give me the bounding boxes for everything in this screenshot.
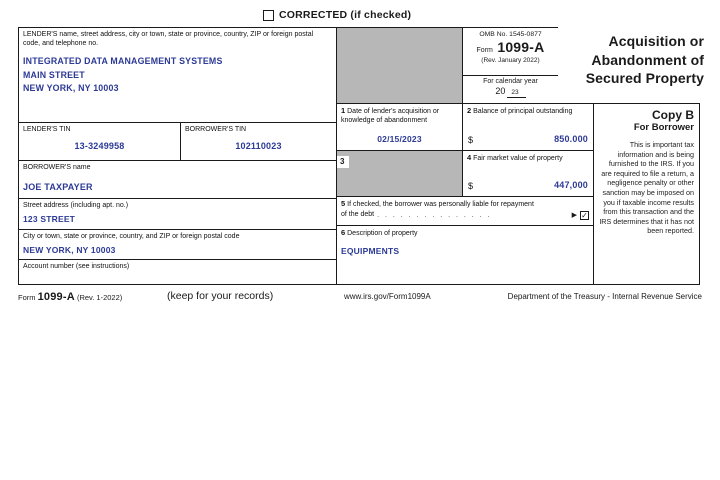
box4-label: [467, 154, 589, 164]
box2-label-text: Balance of principal outstanding: [473, 108, 573, 115]
box2-amount-row: [467, 133, 589, 147]
city-label: City or town, state or province, country, and ZIP or foreign postal code: [23, 233, 240, 240]
box1-label: [341, 107, 458, 125]
box4-label-text: Fair market value of property: [473, 155, 563, 162]
box5-number: 5: [341, 199, 346, 208]
box4-number: 4: [467, 153, 472, 162]
corrected-checkbox[interactable]: [263, 10, 274, 21]
form-grid: [18, 27, 700, 285]
omb-form-line: [465, 39, 556, 57]
lender-line3: NEW YORK, NY 10003: [23, 83, 119, 94]
footer-treasury-text: Department of the Treasury - Internal Revenue Service: [507, 292, 702, 301]
footer-form-id: [18, 291, 122, 303]
year-suffix: 23: [507, 89, 525, 98]
lender-line2: MAIN STREET: [23, 69, 85, 80]
box6-label: [341, 229, 589, 239]
borrower-name-cell: [18, 160, 336, 198]
copy-b-label: Copy B: [652, 108, 694, 122]
box2-amount-value: 850.000: [554, 134, 588, 144]
omb-number: OMB No. 1545-0877: [479, 31, 542, 38]
box4-amount-value: 447,000: [554, 180, 588, 190]
shaded-top-cell: [336, 27, 462, 103]
box5-liable-cell: [336, 196, 593, 225]
lender-label: LENDER'S name, street address, city or town, state or province, country, ZIP or foreign postal code, and telephone no.: [23, 31, 314, 47]
account-number-cell: [18, 259, 336, 285]
footer-irs-url: www.irs.gov/Form1099A: [344, 292, 431, 301]
footer-form-number: 1099-A: [37, 291, 75, 303]
calendar-year-box: [463, 75, 558, 103]
box6-description-cell: [336, 225, 593, 285]
box2-label: [467, 107, 589, 117]
box3-shaded-cell: [336, 150, 462, 196]
box1-number: 1: [341, 106, 346, 115]
corrected-row: [263, 9, 411, 21]
calendar-year-label: For calendar year: [483, 78, 538, 85]
box1-value: 02/15/2023: [377, 134, 422, 145]
omb-revision: (Rev. January 2022): [481, 57, 540, 64]
borrower-tin-cell: [180, 122, 336, 160]
box5-checkbox[interactable]: ✓: [581, 210, 588, 220]
form-title-line2: Abandonment of: [591, 51, 704, 68]
omb-box: [462, 27, 558, 103]
omb-form-word: Form: [476, 47, 493, 54]
box5-label-text: If checked, the borrower was personally liable for repayment: [347, 201, 534, 208]
arrow-right-icon: ▶: [571, 212, 577, 220]
borrower-name-value: JOE TAXPAYER: [23, 181, 93, 192]
box6-label-text: Description of property: [347, 230, 418, 237]
box3-number: 3: [337, 156, 349, 168]
corrected-label: CORRECTED (if checked): [279, 9, 412, 21]
box2-balance-cell: [462, 103, 593, 150]
box1-date-cell: [336, 103, 462, 150]
city-value: NEW YORK, NY 10003: [23, 244, 116, 255]
lender-tin-value: 13-3249958: [74, 140, 125, 151]
box5-dot-leaders: . . . . . . . . . . . . . . .: [377, 211, 492, 219]
box2-currency-symbol: $: [468, 135, 474, 145]
lender-tin-cell: [18, 122, 180, 160]
borrower-notice-text: This is important tax information and is being furnished to the IRS. If you are required to file a return, a negligence penalty or other sanction may be imposed on you if taxable income results from this transaction and the IRS determines that it has not been reported.: [599, 140, 694, 236]
footer-revision: (Rev. 1-2022): [76, 293, 123, 302]
street-address-value: 123 STREET: [23, 213, 76, 224]
box5-label-line2: of the debt: [341, 210, 375, 218]
borrower-tin-value: 102110023: [235, 140, 282, 151]
box6-value: EQUIPMENTS: [341, 245, 400, 256]
box4-amount-row: [467, 179, 589, 193]
box2-number: 2: [467, 106, 472, 115]
borrower-name-label: BORROWER'S name: [23, 164, 91, 171]
form-title-line1: Acquisition or: [608, 33, 704, 49]
city-cell: [18, 229, 336, 259]
omb-top: [463, 28, 558, 75]
for-borrower-label: For Borrower: [633, 122, 694, 133]
box4-fmv-cell: [462, 150, 593, 196]
lender-info-cell: [18, 27, 336, 122]
street-address-cell: [18, 198, 336, 229]
form-title-line3: Secured Property: [585, 70, 704, 86]
box6-number: 6: [341, 228, 346, 237]
copy-b-column: [593, 103, 700, 285]
lender-name-value: [23, 55, 332, 96]
account-number-label: Account number (see instructions): [23, 263, 130, 270]
box4-currency-symbol: $: [468, 181, 474, 191]
footer-form-word: Form: [18, 293, 36, 302]
footer-keep-note: (keep for your records): [167, 290, 274, 302]
calendar-year-value: [463, 86, 558, 96]
box5-label-line1: [341, 200, 589, 210]
lender-line1: INTEGRATED DATA MANAGEMENT SYSTEMS: [23, 56, 223, 67]
lender-tin-label: LENDER'S TIN: [23, 126, 71, 133]
year-prefix: 20: [495, 86, 506, 96]
borrower-tin-label: BORROWER'S TIN: [185, 126, 247, 133]
street-address-label: Street address (including apt. no.): [23, 202, 129, 209]
box5-check-row: [341, 211, 589, 220]
box1-label-text: Date of lender's acquisition or knowledge of abandonment: [341, 108, 440, 124]
omb-form-number: 1099-A: [497, 39, 545, 55]
form-footer: [0, 289, 720, 305]
